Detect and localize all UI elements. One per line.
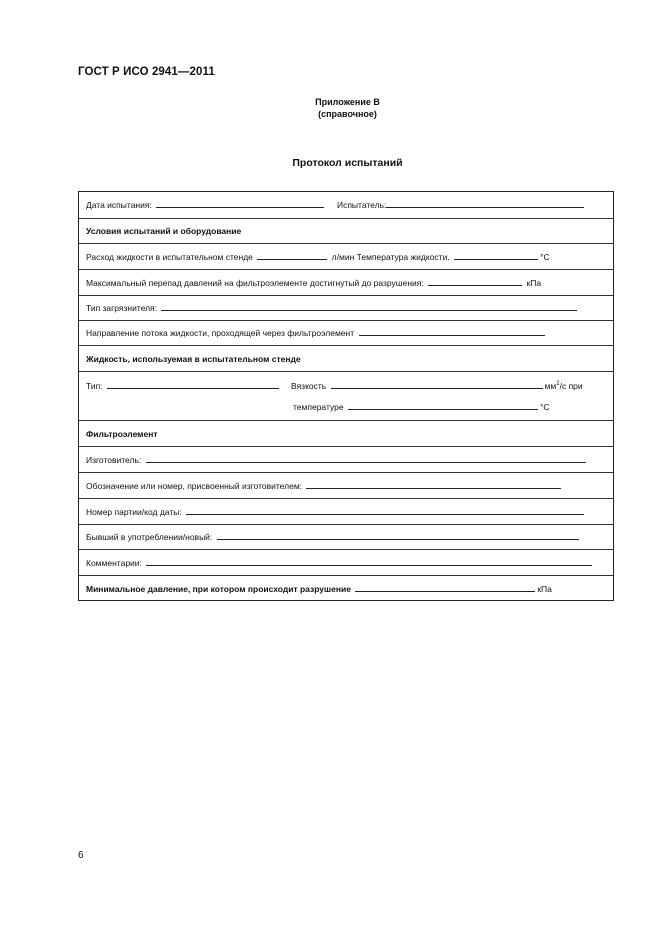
document-title: Протокол испытаний xyxy=(292,157,403,169)
manufacturer-field[interactable] xyxy=(146,462,586,463)
max-pressure-label: Максимальный перепад давлений на фильтроэлементе достигнутый до разрушения: xyxy=(86,277,424,288)
row-flow-temperature xyxy=(79,244,613,270)
section-conditions xyxy=(79,219,613,244)
annex-title: Приложение В xyxy=(315,97,380,107)
min-pressure-field[interactable] xyxy=(355,591,535,592)
min-pressure-unit: кПа xyxy=(537,583,552,594)
section-element-heading: Фильтроэлемент xyxy=(86,428,158,439)
test-date-field[interactable] xyxy=(156,207,324,208)
flow-direction-label: Направление потока жидкости, проходящей через фильтроэлемент xyxy=(86,328,355,338)
viscosity-field[interactable] xyxy=(331,388,543,389)
section-fluid-heading: Жидкость, используемая в испытательном стенде xyxy=(86,353,301,364)
max-pressure-unit: кПа xyxy=(526,277,542,288)
tester-field[interactable] xyxy=(386,207,584,208)
test-report-form xyxy=(78,191,614,601)
designation-label: Обозначение или номер, присвоенный изготовителем: xyxy=(86,480,303,491)
batch-field[interactable] xyxy=(186,514,584,515)
temperature-unit: °С xyxy=(540,251,550,262)
max-pressure-field[interactable] xyxy=(428,285,522,286)
fluid-type-label: Тип: xyxy=(86,381,103,391)
flow-label: Расход жидкости в испытательном стенде xyxy=(86,251,253,262)
row-used-new xyxy=(79,525,613,550)
temperature-unit-2: °С xyxy=(539,402,550,412)
contaminant-label: Тип загрязнителя: xyxy=(86,303,157,313)
annex-subtitle: (справочное) xyxy=(318,109,377,119)
viscosity-unit-b: /с при xyxy=(559,381,583,391)
tester-label: Испытатель: xyxy=(336,200,387,210)
viscosity-label: Вязкость xyxy=(291,381,327,391)
row-manufacturer xyxy=(79,447,613,473)
comments-label: Комментарии: xyxy=(86,557,142,568)
row-batch xyxy=(79,499,613,525)
viscosity-unit-a: мм xyxy=(544,381,557,391)
flow-unit: л/мин xyxy=(331,251,355,262)
section-conditions-heading: Условия испытаний и оборудование xyxy=(86,226,242,236)
used-new-label: Бывший в употреблении/новый: xyxy=(86,532,213,542)
row-contaminant xyxy=(79,296,613,321)
temperature-label: Температура жидкости. xyxy=(356,251,450,262)
row-fluid-type-viscosity xyxy=(79,372,613,421)
min-pressure-label: Минимальное давление, при котором происходит разрушение xyxy=(86,583,351,594)
section-fluid xyxy=(79,346,613,372)
row-min-pressure xyxy=(79,576,613,601)
temperature-field[interactable] xyxy=(454,259,538,260)
viscosity-unit-sup: 2 xyxy=(556,381,560,388)
row-date-tester xyxy=(79,192,613,219)
row-flow-direction xyxy=(79,321,613,346)
batch-label: Номер партии/код даты: xyxy=(86,506,182,517)
row-max-pressure xyxy=(79,270,613,296)
temperature-word: температуре xyxy=(293,402,344,412)
flow-direction-field[interactable] xyxy=(359,335,545,336)
designation-field[interactable] xyxy=(306,488,561,489)
viscosity-temperature-field[interactable] xyxy=(348,409,538,410)
manufacturer-label: Изготовитель: xyxy=(86,454,142,465)
test-date-label: Дата испытания: xyxy=(86,200,152,210)
section-element xyxy=(79,421,613,447)
fluid-type-field[interactable] xyxy=(107,388,279,389)
used-new-field[interactable] xyxy=(217,539,579,540)
flow-field[interactable] xyxy=(257,259,327,260)
row-designation xyxy=(79,473,613,499)
comments-field[interactable] xyxy=(146,565,592,566)
page-number: 6 xyxy=(78,850,84,861)
contaminant-field[interactable] xyxy=(161,310,577,311)
standard-header: ГОСТ Р ИСО 2941—2011 xyxy=(78,66,215,78)
row-comments xyxy=(79,550,613,576)
